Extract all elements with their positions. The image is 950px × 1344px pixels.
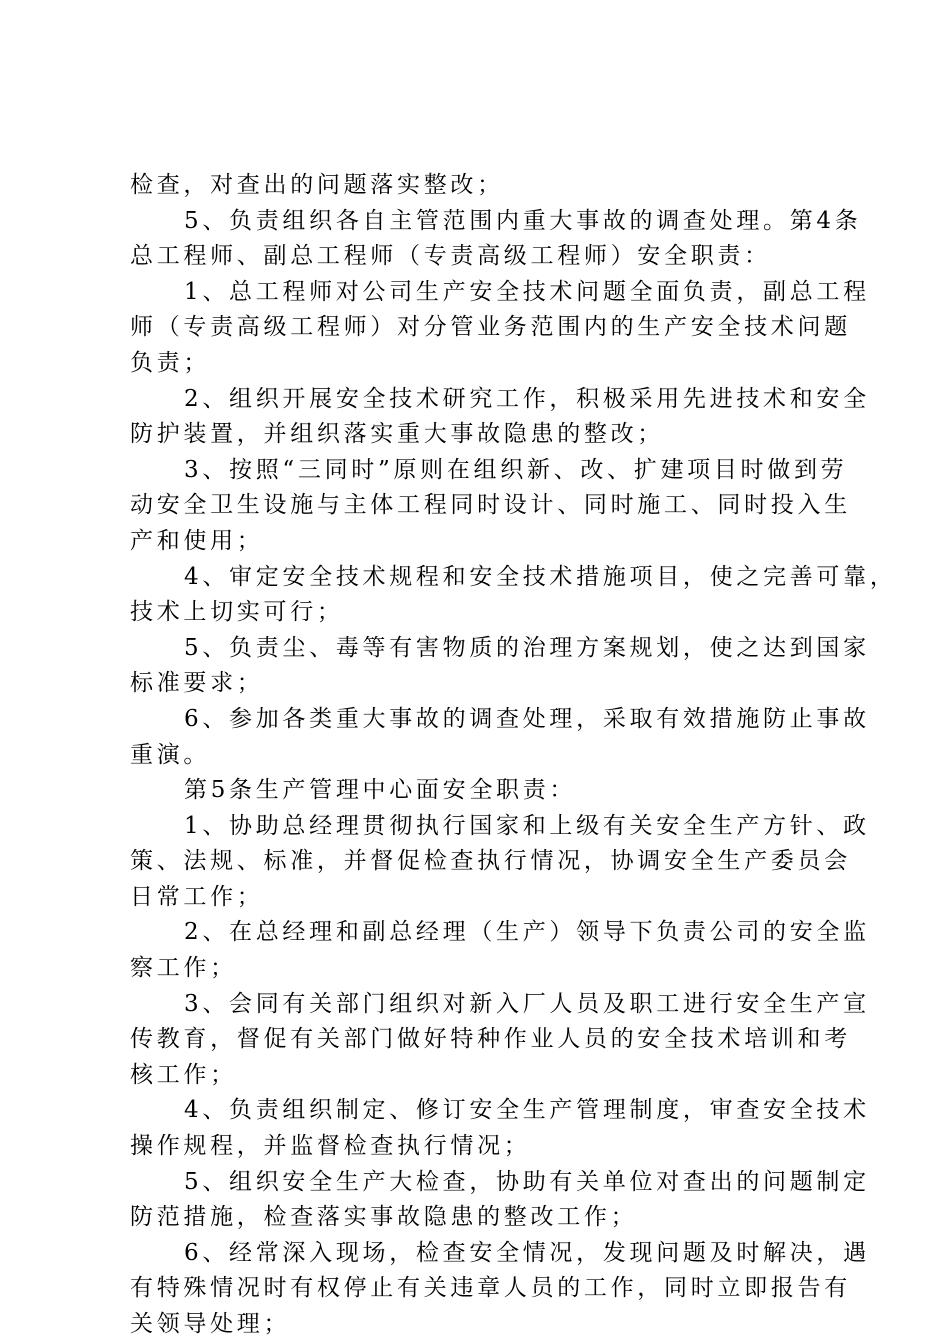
text-line: 关领导处理； xyxy=(130,1311,291,1337)
text-line: 防护装置，并组织落实重大事故隐患的整改； xyxy=(130,421,664,448)
text-line: 传教育，督促有关部门做好特种作业人员的安全技术培训和考 xyxy=(130,1026,851,1053)
text-line: 1、总工程师对公司生产安全技术问题全面负责，副总工程 xyxy=(184,278,870,305)
section-heading: 第5条生产管理中心面安全职责： xyxy=(184,777,577,804)
text-line: 5、负责组织各自主管范围内重大事故的调查处理。第4条 xyxy=(184,207,862,234)
text-line: 6、经常深入现场，检查安全情况，发现问题及时解决，遇 xyxy=(184,1239,870,1266)
text-line: 2、组织开展安全技术研究工作，积极采用先进技术和安全 xyxy=(184,385,870,412)
text-line: 重演。 xyxy=(130,741,211,768)
text-line: 3、按照“三同时”原则在组织新、改、扩建项目时做到劳 xyxy=(184,456,848,483)
text-line: 4、审定安全技术规程和安全技术措施项目，使之完善可靠， xyxy=(184,563,897,590)
text-line: 4、负责组织制定、修订安全生产管理制度，审查安全技术 xyxy=(184,1097,870,1124)
text-line: 动安全卫生设施与主体工程同时设计、同时施工、同时投入生 xyxy=(130,492,851,519)
text-line: 标准要求； xyxy=(130,670,264,697)
text-line: 5、组织安全生产大检查，协助有关单位对查出的问题制定 xyxy=(184,1168,870,1195)
text-line: 师（专责高级工程师）对分管业务范围内的生产安全技术问题 xyxy=(130,314,851,341)
text-line: 6、参加各类重大事故的调查处理，采取有效措施防止事故 xyxy=(184,705,870,732)
text-line: 察工作； xyxy=(130,955,237,982)
text-line: 总工程师、副总工程师（专责高级工程师）安全职责： xyxy=(130,243,771,270)
text-line: 防范措施，检查落实事故隐患的整改工作； xyxy=(130,1204,638,1231)
text-line: 3、会同有关部门组织对新入厂人员及职工进行安全生产宣 xyxy=(184,990,870,1017)
text-line: 产和使用； xyxy=(130,527,264,554)
text-line: 操作规程，并监督检查执行情况； xyxy=(130,1133,531,1160)
text-line: 核工作； xyxy=(130,1061,237,1088)
text-line: 负责； xyxy=(130,349,211,376)
text-line: 日常工作； xyxy=(130,883,264,910)
text-line: 5、负责尘、毒等有害物质的治理方案规划，使之达到国家 xyxy=(184,634,870,661)
text-line: 2、在总经理和副总经理（生产）领导下负责公司的安全监 xyxy=(184,919,870,946)
text-line: 技术上切实可行； xyxy=(130,599,344,626)
text-line: 检查，对查出的问题落实整改； xyxy=(130,172,504,198)
text-line: 有特殊情况时有权停止有关违章人员的工作，同时立即报告有 xyxy=(130,1275,851,1302)
text-line: 策、法规、标准，并督促检查执行情况，协调安全生产委员会 xyxy=(130,848,851,875)
text-line: 1、协助总经理贯彻执行国家和上级有关安全生产方针、政 xyxy=(184,812,870,839)
document-body xyxy=(130,168,897,1343)
